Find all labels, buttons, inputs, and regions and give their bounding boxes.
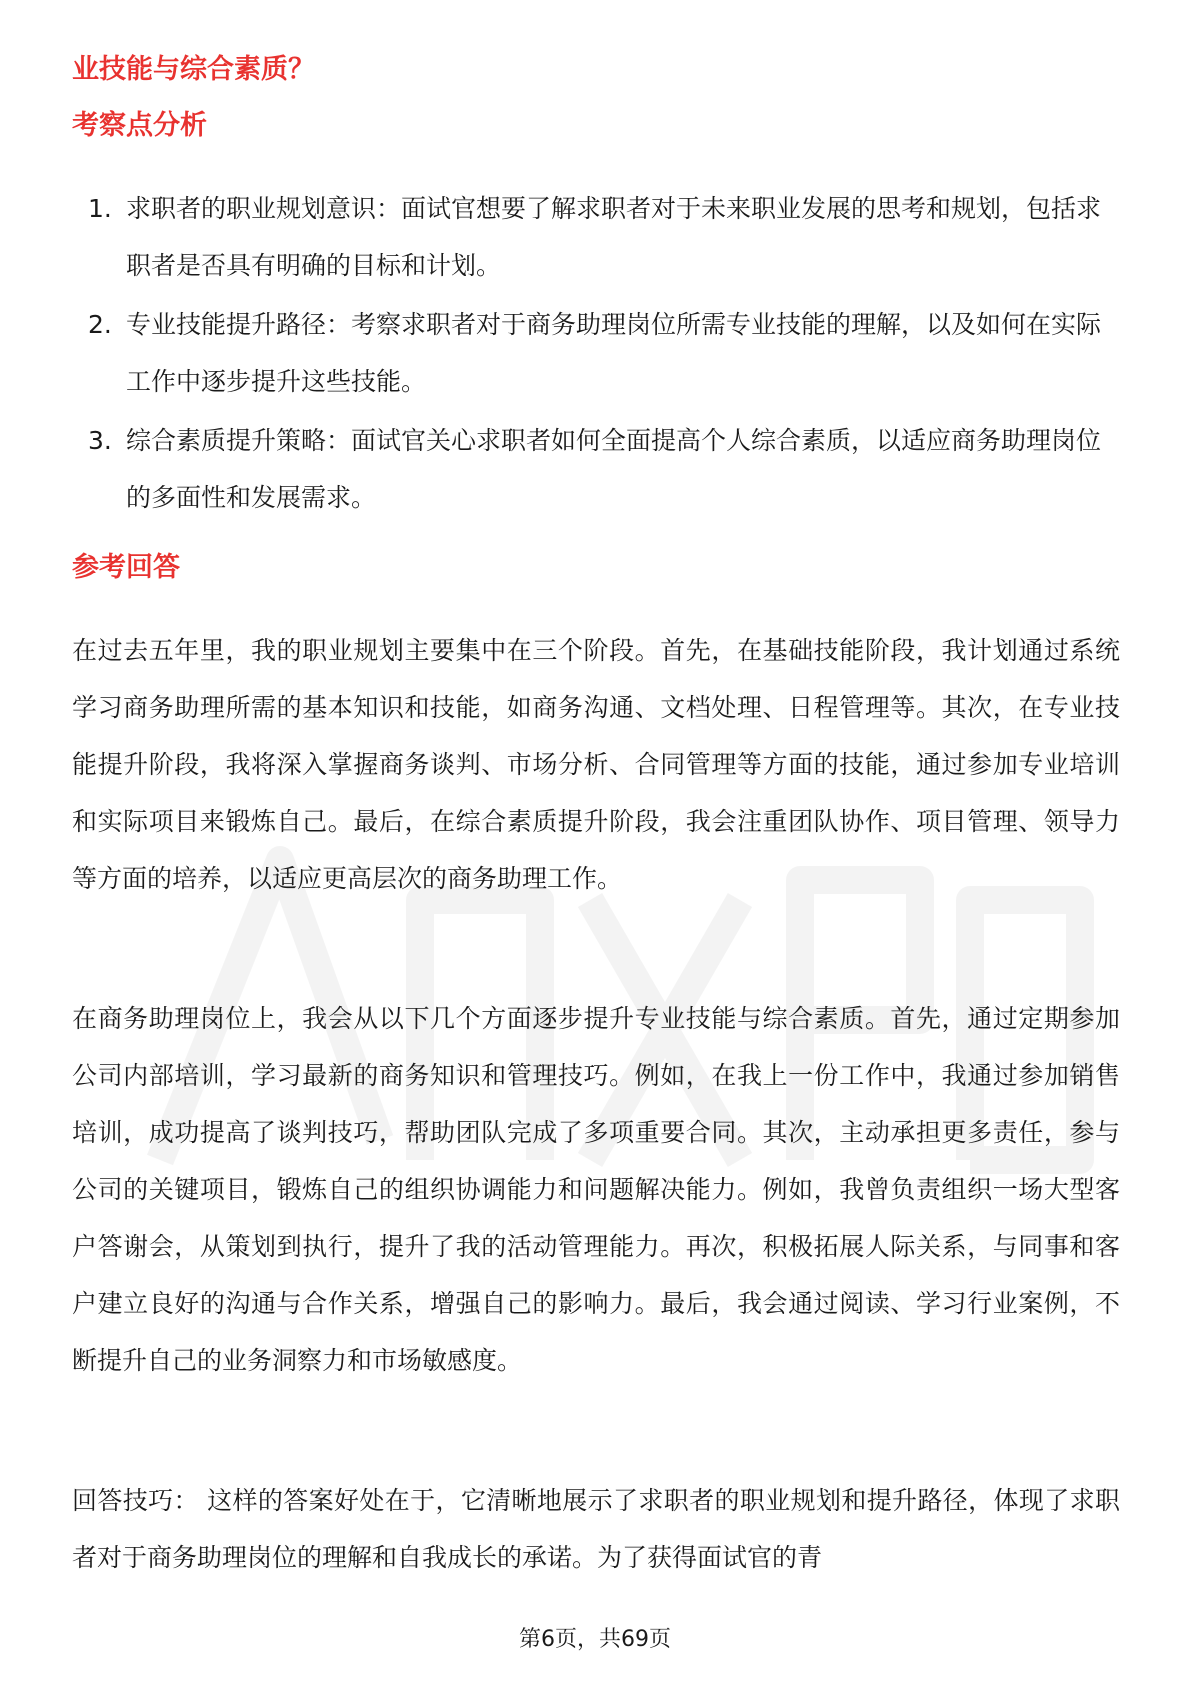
- analysis-list: [72, 180, 1122, 528]
- list-item-number: 1.: [88, 194, 112, 223]
- list-item-text: 专业技能提升路径：考察求职者对于商务助理岗位所需专业技能的理解，以及如何在实际工作中逐步提升这些技能。: [126, 310, 1102, 396]
- list-item-number: 3.: [88, 426, 112, 455]
- list-item-text: 综合素质提升策略：面试官关心求职者如何全面提高个人综合素质，以适应商务助理岗位的多面性和发展需求。: [126, 426, 1102, 512]
- answer-paragraph: 在商务助理岗位上，我会从以下几个方面逐步提升专业技能与综合素质。首先，通过定期参加公司内部培训，学习最新的商务知识和管理技巧。例如，在我上一份工作中，我通过参加销售培训，成功提高了谈判技巧，帮助团队完成了多项重要合同。其次，主动承担更多责任，参与公司的关键项目，锻炼自己的组织协调能力和问题解决能力。例如，我曾负责组织一场大型客户答谢会，从策划到执行，提升了我的活动管理能力。再次，积极拓展人际关系，与同事和客户建立良好的沟通与合作关系，增强自己的影响力。最后，我会通过阅读、学习行业案例，不断提升自己的业务洞察力和市场敏感度。: [72, 1004, 1120, 1375]
- list-item: [72, 296, 1122, 410]
- list-item: [72, 180, 1122, 294]
- section-heading-analysis: 考察点分析: [72, 110, 207, 141]
- section-heading-answer: 参考回答: [72, 552, 180, 583]
- list-item: [72, 412, 1122, 526]
- list-item-number: 2.: [88, 310, 112, 339]
- page-number: 第6页，共69页: [519, 1627, 671, 1652]
- list-item-text: 求职者的职业规划意识：面试官想要了解求职者对于未来职业发展的思考和规划，包括求职者是否具有明确的目标和计划。: [126, 194, 1102, 280]
- answer-paragraph: 在过去五年里，我的职业规划主要集中在三个阶段。首先，在基础技能阶段，我计划通过系统学习商务助理所需的基本知识和技能，如商务沟通、文档处理、日程管理等。其次，在专业技能提升阶段，我将深入掌握商务谈判、市场分析、合同管理等方面的技能，通过参加专业培训和实际项目来锻炼自己。最后，在综合素质提升阶段，我会注重团队协作、项目管理、领导力等方面的培养，以适应更高层次的商务助理工作。: [72, 636, 1120, 893]
- section-heading-continued: 业技能与综合素质？: [72, 54, 315, 85]
- tips-paragraph: 回答技巧： 这样的答案好处在于，它清晰地展示了求职者的职业规划和提升路径，体现了求职者对于商务助理岗位的理解和自我成长的承诺。为了获得面试官的青: [72, 1486, 1120, 1572]
